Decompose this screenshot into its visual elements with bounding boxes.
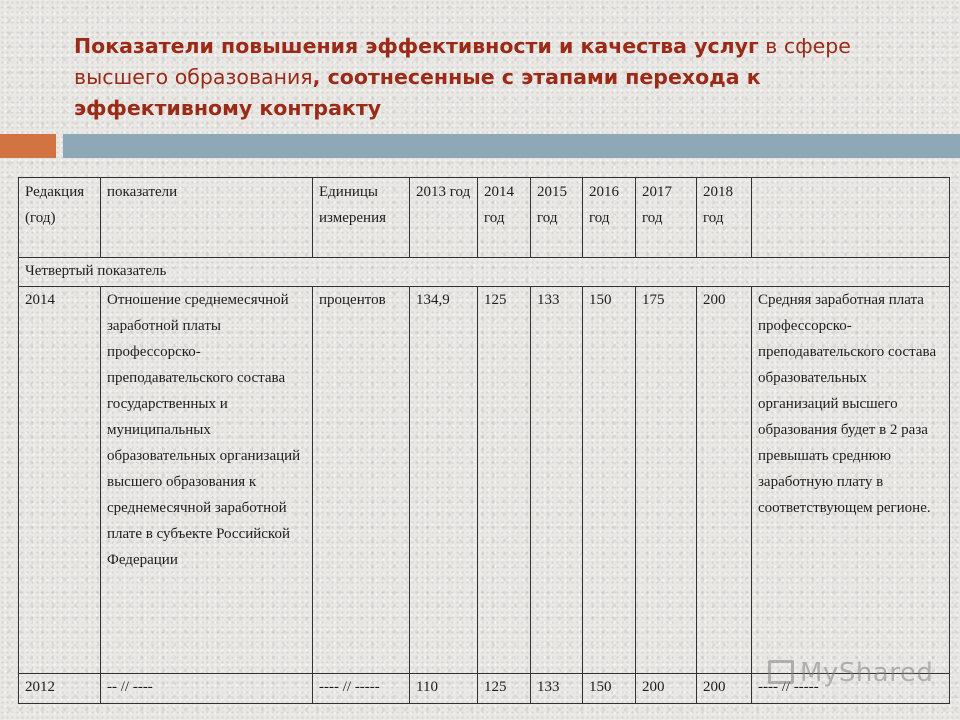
row-units: ---- // ----- (313, 674, 410, 704)
header-2018: 2018 год (697, 178, 752, 258)
accent-bar-orange (0, 134, 56, 158)
header-indicators: показатели (101, 178, 313, 258)
row-units: процентов (313, 287, 410, 674)
header-edition: Редакция (год) (19, 178, 101, 258)
row-edition: 2014 (19, 287, 101, 674)
header-2017: 2017 год (636, 178, 697, 258)
row-value-2016: 150 (583, 287, 636, 674)
table-row (19, 287, 950, 674)
row-edition: 2012 (19, 674, 101, 704)
watermark-text: MyShared (800, 658, 934, 688)
row-value-2018: 200 (697, 287, 752, 674)
row-value-2018: 200 (697, 674, 752, 704)
header-2014: 2014 год (478, 178, 531, 258)
title-part-3: , соотнесенные с этапами перехода к эффективному контракту (74, 65, 761, 120)
header-row (19, 178, 950, 258)
header-note (752, 178, 950, 258)
row-value-2013: 110 (410, 674, 478, 704)
row-value-2015: 133 (531, 287, 583, 674)
row-note: Средняя заработная плата профессорско-преподавательского состава образовательных организаций высшего образования будет в 2 раза превышать среднюю заработную плату в соответствующем регионе. (752, 287, 950, 674)
row-value-2014: 125 (478, 674, 531, 704)
header-2015: 2015 год (531, 178, 583, 258)
slide-title (74, 31, 894, 124)
header-units: Единицы измерения (313, 178, 410, 258)
section-row (19, 258, 950, 287)
row-note: ---- // ----- (752, 674, 950, 704)
section-title: Четвертый показатель (19, 258, 950, 287)
watermark (768, 658, 933, 688)
row-indicator: Отношение среднемесячной заработной платы профессорско-преподавательского состава государственных и муниципальных образовательных организаций высшего образования к среднемесячной заработной плате в субъекте Российской Федерации (101, 287, 313, 674)
row-value-2016: 150 (583, 674, 636, 704)
row-value-2013: 134,9 (410, 287, 478, 674)
slides-icon (768, 660, 794, 684)
row-value-2015: 133 (531, 674, 583, 704)
row-value-2017: 200 (636, 674, 697, 704)
row-value-2017: 175 (636, 287, 697, 674)
row-indicator: -- // ---- (101, 674, 313, 704)
title-part-2: в сфере высшего образования (74, 34, 851, 89)
header-2016: 2016 год (583, 178, 636, 258)
accent-bar-blue (63, 134, 960, 158)
row-value-2014: 125 (478, 287, 531, 674)
title-part-1: Показатели повышения эффективности и качества услуг (74, 34, 759, 58)
header-2013: 2013 год (410, 178, 478, 258)
indicators-table (18, 177, 950, 704)
